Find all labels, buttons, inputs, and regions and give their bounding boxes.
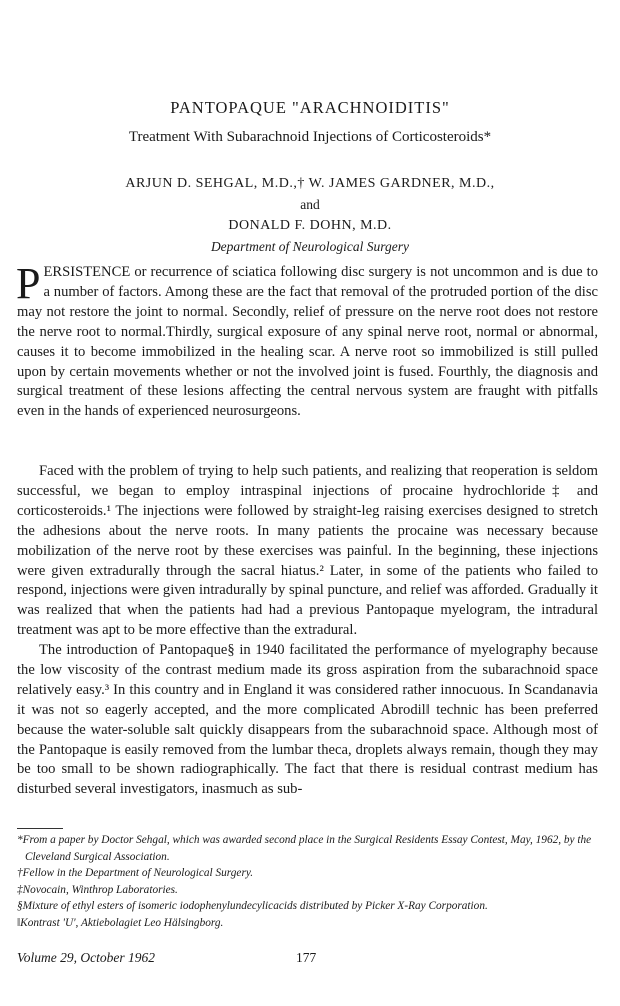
paragraph-3: The introduction of Pantopaque§ in 1940 facilitated the performance of myelography because the low viscosity of the contrast medium made its gross aspiration from the subarachnoid space relatively easy.³ In this country and in England it was considered rather innocuous. In Scandanavia it was not so eagerly accepted, and the more complicated Abrodil‖ technic has been preferred because the water-soluble salt quickly disappears from the subarachnoid space. Although most of the Pantopaque is easily removed from the lumbar theca, droplets always remain, though they may be too small to be shown radiographically. The fact that there is residual contrast medium has disturbed several investigators, inasmuch as sub- bbox=[17, 642, 598, 798]
third-author: DONALD F. DOHN, M.D. bbox=[228, 218, 392, 233]
article-title: PANTOPAQUE "ARACHNOIDITIS" bbox=[170, 98, 450, 117]
paragraph-1-text: ERSISTENCE or recurrence of sciatica following disc surgery is not uncommon and is due to a number of factors. Among these are the fact that removal of the protruded portion of the disc may not restore the joint to normal. Secondly, relief of pressure on the nerve root does not restore the nerve root to normal.Thirdly, surgical exposure of any spinal nerve root, normal or abnormal, causes it to become immobilized in the healing scar. A nerve root so immobilized is still pulled upon by certain movements whether or not the involved joint is fused. Fourthly, the diagnosis and surgical treatment of these lesions affecting the central nervous system are fraught with pitfalls even in the hands of experienced neurosurgeons. bbox=[17, 264, 598, 420]
journal-volume: Volume 29, October 1962 bbox=[17, 950, 155, 965]
footnote-section: §Mixture of ethyl esters of isomeric iodophenylundecylicacids distributed by Picker X-Ray Corporation. bbox=[17, 900, 488, 913]
paragraph-1 bbox=[16, 259, 598, 422]
author-line: ARJUN D. SEHGAL, M.D.,† W. JAMES GARDNER, M.D., bbox=[125, 176, 495, 191]
footnotes bbox=[17, 832, 602, 932]
footnote-dagger: †Fellow in the Department of Neurological Surgery. bbox=[17, 867, 254, 880]
department: Department of Neurological Surgery bbox=[210, 239, 410, 254]
article-subtitle: Treatment With Subarachnoid Injections of Corticosteroids* bbox=[128, 129, 492, 145]
page-number: 177 bbox=[296, 950, 317, 965]
paragraph-2: Faced with the problem of trying to help such patients, and realizing that reoperation is seldom successful, we began to employ intraspinal injections of procaine hydrochloride‡ and corticosteroids.¹ The injections were followed by straight-leg raising exercises designed to stretch the adhesions about the nerve roots. In many patients the procaine was necessary because mobilization of the nerve root by these exercises was painful. In the beginning, these injections were given extradurally through the sacral hiatus.² Later, in some of the patients who failed to respond, injections were given intradurally by spinal puncture, and relief was afforded. Gradually it was realized that when the patients had had a previous Pantopaque myelogram, the intradural treatment was apt to be more effective than the extradural. bbox=[17, 463, 598, 639]
footnote-star: *From a paper by Doctor Sehgal, which was awarded second place in the Surgical Residents Essay Contest, May, 1962, by the Cleveland Surgical Association. bbox=[17, 834, 592, 863]
author-conjunction: and bbox=[300, 197, 320, 212]
drop-cap: P bbox=[16, 259, 41, 308]
footnote-rule bbox=[17, 828, 63, 829]
footnote-parallel: ‖Kontrast 'U', Aktiebolagiet Leo Hälsingborg. bbox=[17, 916, 224, 929]
footnote-double-dagger: ‡Novocain, Winthrop Laboratories. bbox=[17, 883, 178, 896]
